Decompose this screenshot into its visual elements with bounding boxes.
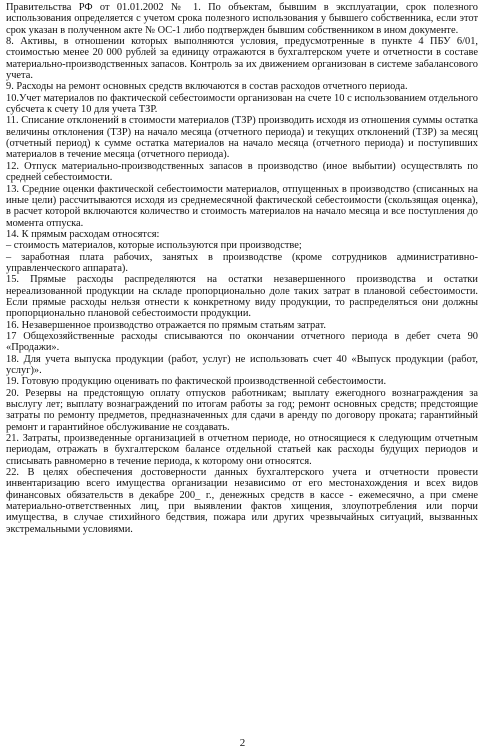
paragraph-17: 17 Общехозяйственные расходы списываются по окончании отчетного периода в дебет счета 90 «Продажи». — [6, 330, 478, 354]
paragraph-22: 22. В целях обеспечения достоверности данных бухгалтерского учета и отчетности провести инвентаризацию всего имущества организации независимо от его местонахождения и всех видов финансовых обязательств в декабре 200_ г., денежных средств в кассе - ежемесячно, а при смене материально-ответственных лиц, при выявлении фактов хищения, злоупотребления или порчи имущества, в случае стихийного бедствия, пожара или других чрезвычайных ситуаций, вызванных экстремальными условиями. — [6, 467, 478, 535]
page-number: 2 — [239, 737, 246, 749]
paragraph-10: 10.Учет материалов по фактической себестоимости организован на счете 10 с использованием отдельного субсчета к счету 10 для учета ТЗР. — [6, 92, 478, 116]
paragraph-20: 20. Резервы на предстоящую оплату отпусков работникам; выплату ежегодного вознаграждения за выслугу лет; выплату вознаграждений по итогам работы за год; ремонт основных средств; предстоящие затраты по ремонту предметов, предназначенных для сдачи в аренду по договору проката; гарантийный ремонт и гарантийное обслуживание не создавать. — [6, 387, 478, 433]
paragraph-8: 8. Активы, в отношении которых выполняются условия, предусмотренные в пункте 4 ПБУ 6/01, стоимостью менее 20 000 рублей за единицу отражаются в бухгалтерском учете и отчетности в составе материально-производственных запасов. Контроль за их движением организован в системе забалансового учета. — [6, 36, 478, 82]
paragraph-11: 11. Списание отклонений в стоимости материалов (ТЗР) производить исходя из отношения суммы остатка величины отклонения (ТЗР) на начало месяца (отчетного периода) и текущих отклонений (ТЗР) за месяц (отчетный период) к сумме остатка материалов на начало месяца (отчетного периода) и поступивших материалов в течение месяца (отчетного периода). — [6, 115, 478, 161]
paragraph-18: 18. Для учета выпуска продукции (работ, услуг) не использовать счет 40 «Выпуск продукции (работ, услуг)». — [6, 353, 478, 376]
document-body — [6, 2, 478, 535]
paragraph-14-item-2: – заработная плата рабочих, занятых в производстве (кроме сотрудников административно-управленческого аппарата). — [6, 251, 478, 274]
paragraph-16: 16. Незавершенное производство отражается по прямым статьям затрат. — [6, 319, 326, 331]
paragraph-14: 14. К прямым расходам относятся: — [6, 228, 160, 240]
paragraph-14-item-1: – стоимость материалов, которые используются при производстве; — [6, 240, 302, 252]
paragraph-13: 13. Средние оценки фактической себестоимости материалов, отпущенных в производство (списанных на иные цели) рассчитываются исходя из среднемесячной фактической себестоимости (скользящая оценка), в расчет которой включаются количество и стоимость материалов на начало месяца и все поступления до момента отпуска. — [6, 183, 478, 229]
paragraph-intro: Правительства РФ от 01.01.2002 № 1. По объектам, бывшим в эксплуатации, срок полезного использования определяется с учетом срока полезного использования у бывшего собственника, если этот срок указан в полученном акте № ОС-1 либо подтвержден бывшим собственником в ином документе. — [6, 2, 478, 36]
paragraph-21: 21. Затраты, произведенные организацией в отчетном периоде, но относящиеся к следующим отчетным периодам, отражать в бухгалтерском балансе отдельной статьей как расходы будущих периодов и списывать равномерно в течение периода, к которому они относятся. — [6, 433, 478, 467]
paragraph-15: 15. Прямые расходы распределяются на остатки незавершенного производства и остатки нереализованной продукции на складе пропорционально доле таких затрат в плановой себестоимости. Если прямые расходы нельзя отнести к конкретному виду продукции, то распределяться они должны пропорционально плановой себестоимости продукции. — [6, 274, 478, 320]
paragraph-12: 12. Отпуск материально-производственных запасов в производство (иное выбытии) осуществлять по средней себестоимости. — [6, 160, 478, 184]
paragraph-9: 9. Расходы на ремонт основных средств включаются в состав расходов отчетного периода. — [6, 81, 408, 93]
paragraph-19: 19. Готовую продукцию оценивать по фактической производственной себестоимости. — [6, 376, 387, 388]
